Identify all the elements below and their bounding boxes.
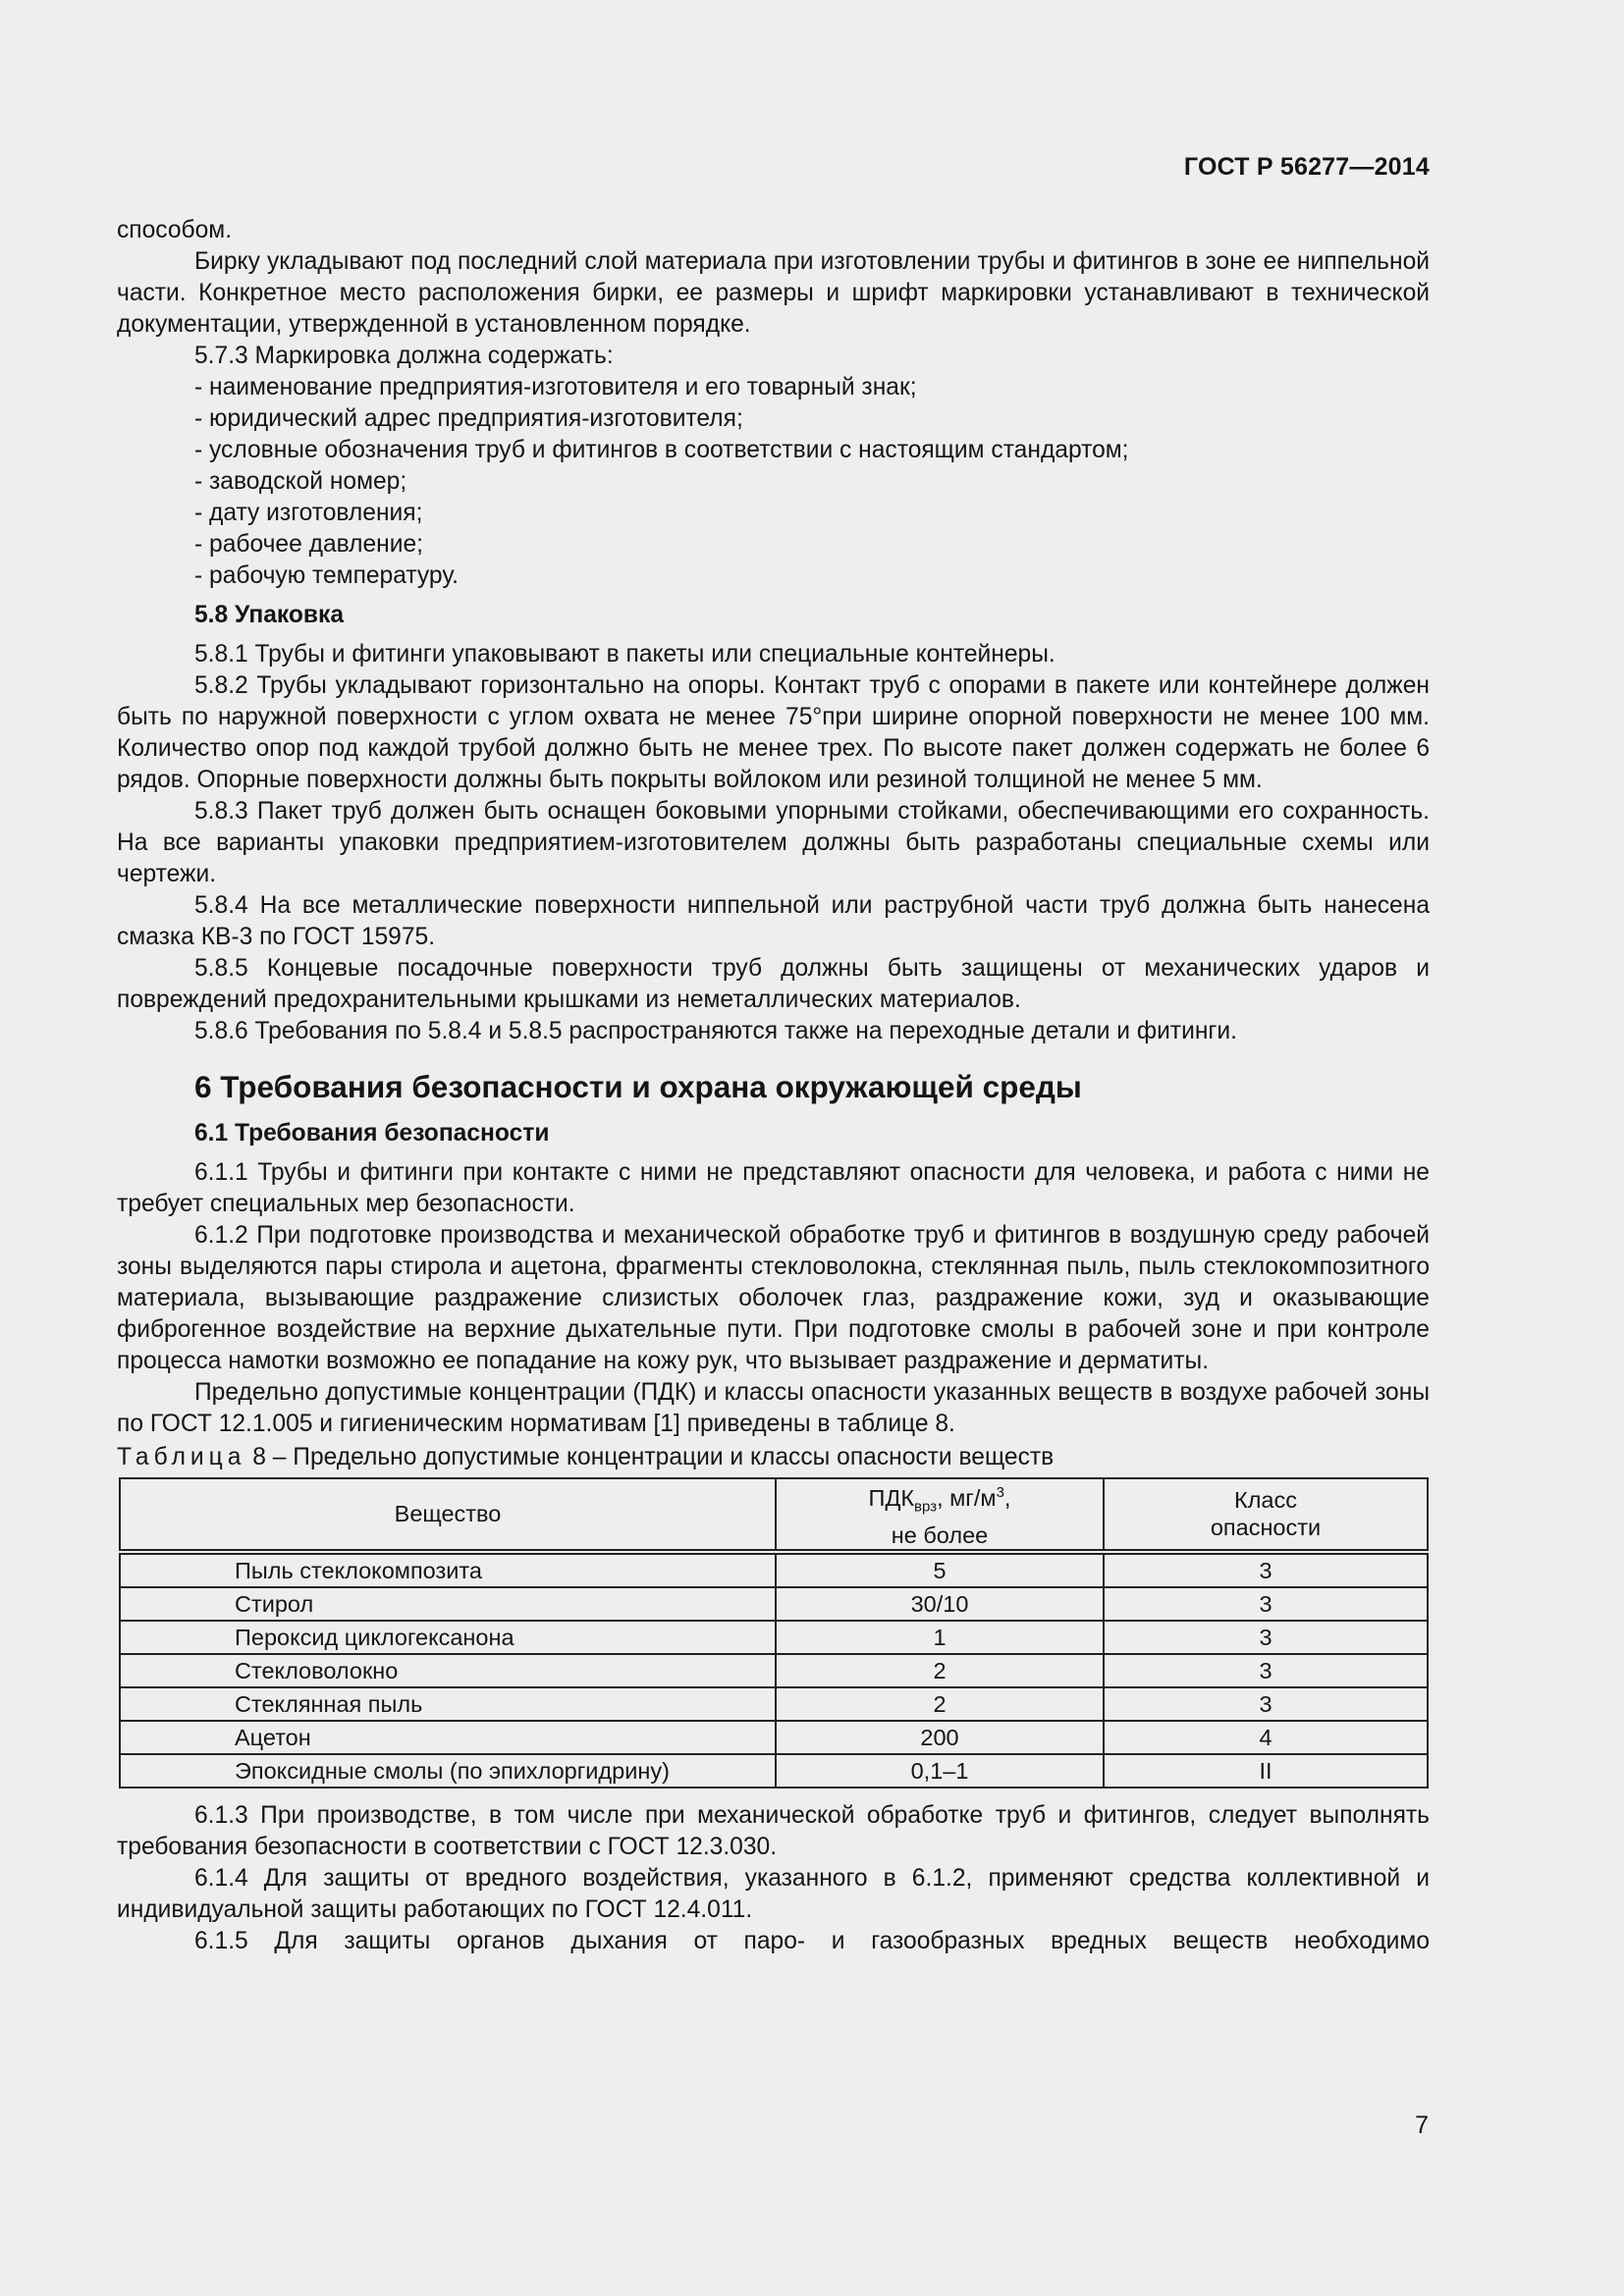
paragraph-5-8-3: 5.8.3 Пакет труб должен быть оснащен боковыми упорными стойками, обеспечивающими его сохранность. На все варианты упаковки предприятием-изготовителем должны быть разработаны специальные схемы или чертежи.: [117, 798, 1430, 887]
header-pdk-tail: ,: [1003, 1484, 1011, 1511]
list-item: - условные обозначения труб и фитингов в соответствии с настоящим стандартом;: [194, 437, 1129, 463]
cell-pdk: 2: [776, 1654, 1104, 1687]
running-header: ГОСТ Р 56277—2014: [1183, 153, 1430, 181]
table-caption-text: 8 – Предельно допустимые концентрации и классы опасности веществ: [252, 1444, 1055, 1470]
cell-class: II: [1104, 1754, 1428, 1788]
cell-pdk: 5: [776, 1552, 1104, 1587]
cell-pdk: 2: [776, 1687, 1104, 1721]
header-pdk-main: ПДК: [868, 1484, 915, 1511]
heading-6-1: 6.1 Требования безопасности: [194, 1120, 550, 1147]
paragraph-6-1-5: 6.1.5 Для защиты органов дыхания от паро- и газообразных вредных веществ необходимо: [194, 1927, 1430, 1954]
paragraph-6-1-4: 6.1.4 Для защиты от вредного воздействия, указанного в 6.1.2, применяют средства коллективной и индивидуальной защиты работающих по ГОСТ 12.4.011.: [117, 1864, 1430, 1923]
paragraph-6-1-3: 6.1.3 При производстве, в том числе при механической обработке труб и фитингов, следует выполнять требования безопасности в соответствии с ГОСТ 12.3.030.: [117, 1801, 1430, 1860]
paragraph-pdk: Предельно допустимые концентрации (ПДК) и классы опасности указанных веществ в воздухе рабочей зоны по ГОСТ 12.1.005 и гигиеническим нормативам [1] приведены в таблице 8.: [117, 1379, 1430, 1437]
list-item: - рабочее давление;: [194, 531, 423, 558]
paragraph-5-8-4: 5.8.4 На все металлические поверхности ниппельной или раструбной части труб должна быть нанесена смазка КВ-3 по ГОСТ 15975.: [117, 892, 1430, 950]
cell-class: 3: [1104, 1621, 1428, 1654]
table-row: [120, 1721, 1428, 1754]
list-item: - юридический адрес предприятия-изготовителя;: [194, 405, 743, 432]
paragraph-5-8-5: 5.8.5 Концевые посадочные поверхности труб должны быть защищены от механических ударов и повреждений предохранительными крышками из неметаллических материалов.: [117, 955, 1430, 1013]
paragraph-5-8-1: 5.8.1 Трубы и фитинги упаковывают в пакеты или специальные контейнеры.: [194, 641, 1056, 667]
paragraph-tag: Бирку укладывают под последний слой материала при изготовлении трубы и фитингов в зоне ее ниппельной части. Конкретное место расположения бирки, ее размеры и шрифт маркировки устанавливают в технической документации, утвержденной в установленном порядке.: [117, 248, 1430, 338]
pdk-table: [119, 1477, 1429, 1789]
heading-5-8: 5.8 Упаковка: [194, 602, 345, 628]
cell-substance: Стекловолокно: [120, 1654, 776, 1687]
cell-class: 3: [1104, 1587, 1428, 1621]
header-pdk-sup: 3: [996, 1484, 1004, 1501]
list-item: - заводской номер;: [194, 468, 407, 495]
cell-pdk: 0,1–1: [776, 1754, 1104, 1788]
header-class-line1: Класс: [1234, 1487, 1297, 1514]
table-row: [120, 1587, 1428, 1621]
table-row: [120, 1552, 1428, 1587]
table-row: [120, 1754, 1428, 1788]
paragraph-continuation: способом.: [117, 217, 233, 243]
header-pdk-line2: не более: [891, 1522, 989, 1548]
header-substance: Вещество: [120, 1478, 776, 1552]
table-caption: [117, 1442, 1430, 1473]
cell-class: 3: [1104, 1552, 1428, 1587]
cell-substance: Стирол: [120, 1587, 776, 1621]
marking-list: [117, 372, 1430, 592]
page-body: [117, 215, 1430, 1957]
table-row: [120, 1621, 1428, 1654]
cell-pdk: 30/10: [776, 1587, 1104, 1621]
header-class-line2: опасности: [1210, 1515, 1322, 1541]
table-header-row: [120, 1478, 1428, 1552]
cell-substance: Ацетон: [120, 1721, 776, 1754]
cell-substance: Пыль стеклокомпозита: [120, 1552, 776, 1587]
list-item: - наименование предприятия-изготовителя и его товарный знак;: [194, 374, 917, 400]
paragraph-6-1-2: 6.1.2 При подготовке производства и механической обработке труб и фитингов в воздушную среду рабочей зоны выделяются пары стирола и ацетона, фрагменты стекловолокна, стеклянная пыль, пыль стеклокомпозитного материала, вызывающие раздражение слизистых оболочек глаз, раздражение кожи, зуд и оказывающие фиброгенное воздействие на верхние дыхательные пути. При подготовке смолы в рабочей зоне и при контроле процесса намотки возможно ее попадание на кожу рук, что вызывает раздражение и дерматиты.: [117, 1222, 1430, 1374]
list-item: - рабочую температуру.: [194, 562, 460, 589]
cell-class: 3: [1104, 1654, 1428, 1687]
page-number: 7: [1415, 2111, 1429, 2139]
header-pdk-sub: врз: [914, 1498, 938, 1516]
header-pdk: [776, 1478, 1104, 1552]
cell-pdk: 200: [776, 1721, 1104, 1754]
cell-class: 3: [1104, 1687, 1428, 1721]
table-caption-label: Таблица: [117, 1444, 246, 1470]
table-row: [120, 1654, 1428, 1687]
cell-substance: Стеклянная пыль: [120, 1687, 776, 1721]
cell-substance: Пероксид циклогексанона: [120, 1621, 776, 1654]
cell-class: 4: [1104, 1721, 1428, 1754]
header-pdk-unit: , мг/м: [937, 1484, 997, 1511]
table-row: [120, 1687, 1428, 1721]
heading-section-6: 6 Требования безопасности и охрана окружающей среды: [194, 1069, 1082, 1104]
paragraph-5-8-2: 5.8.2 Трубы укладывают горизонтально на опоры. Контакт труб с опорами в пакете или контейнере должен быть по наружной поверхности с углом охвата не менее 75°при ширине опорной поверхности не менее 100 мм. Количество опор под каждой трубой должно быть не менее трех. По высоте пакет должен содержать не более 6 рядов. Опорные поверхности должны быть покрыты войлоком или резиной толщиной не менее 5 мм.: [117, 672, 1430, 793]
paragraph-5-7-3: 5.7.3 Маркировка должна содержать:: [194, 343, 614, 369]
cell-pdk: 1: [776, 1621, 1104, 1654]
paragraph-5-8-6: 5.8.6 Требования по 5.8.4 и 5.8.5 распространяются также на переходные детали и фитинги.: [194, 1018, 1237, 1044]
paragraph-6-1-1: 6.1.1 Трубы и фитинги при контакте с ними не представляют опасности для человека, и работа с ними не требует специальных мер безопасности.: [117, 1159, 1430, 1217]
list-item: - дату изготовления;: [194, 500, 423, 526]
cell-substance: Эпоксидные смолы (по эпихлоргидрину): [120, 1754, 776, 1788]
header-class: [1104, 1478, 1428, 1552]
